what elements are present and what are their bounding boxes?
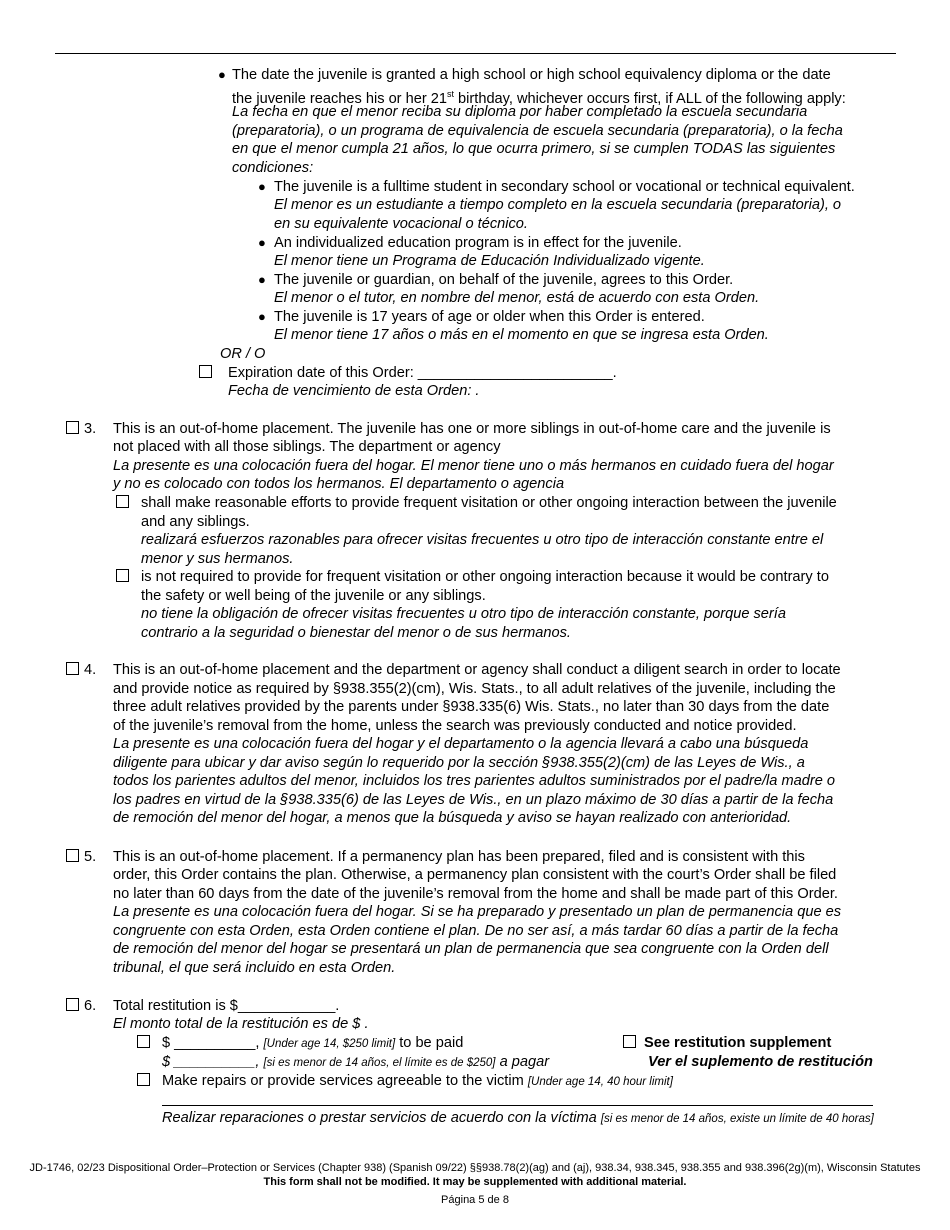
sub-bullet-en: The juvenile or guardian, on behalf of the juvenile, agrees to this Order. <box>274 272 734 288</box>
repairs-checkbox[interactable] <box>137 1073 150 1086</box>
bullet-en-line1: The date the juvenile is granted a high school or high school equivalency diploma or the date <box>232 67 831 83</box>
item4-number: 4. <box>84 662 97 678</box>
bullet-es-line2: (preparatoria), o un programa de equivalencia de escuela secundaria (preparatoria), o la fecha <box>232 123 843 139</box>
sub-bullet-es: El menor es un estudiante a tiempo completo en la escuela secundaria (preparatoria), o <box>274 197 842 213</box>
repairs-label-es: Realizar reparaciones o prestar servicios de acuerdo con la víctima <box>162 1110 597 1126</box>
restitution-supplement-label: See restitution supplement <box>644 1035 832 1051</box>
pay-amount-checkbox[interactable] <box>137 1035 150 1048</box>
top-rule <box>55 53 896 54</box>
page-number: Página 5 de 8 <box>441 1194 509 1206</box>
pay-limit-es: [si es menor de 14 años, el límite es de $250] <box>263 1057 496 1069</box>
item3-en: This is an out-of-home placement. The juvenile has one or more siblings in out-of-home care and the juvenile is <box>113 421 831 437</box>
item6-total-restitution-es: El monto total de la restitución es de $ . <box>113 1016 369 1032</box>
item4-es: La presente es una colocación fuera del hogar y el departamento o la agencia llevará a cabo una búsqueda <box>113 736 809 752</box>
item3-option-b-en: the safety or well being of the juvenile or any siblings. <box>141 588 486 604</box>
expiration-label-es: Fecha de vencimiento de esta Orden: . <box>228 383 480 399</box>
pay-amount-field[interactable]: $ __________, <box>162 1035 260 1051</box>
item4-checkbox[interactable] <box>66 662 79 675</box>
item3-option-b-es: contrario a la seguridad o bienestar del menor o de sus hermanos. <box>141 625 571 641</box>
sub-bullet-en: An individualized education program is in effect for the juvenile. <box>274 235 682 251</box>
repairs-limit-en: [Under age 14, 40 hour limit] <box>527 1076 673 1088</box>
pay-amount-line-es <box>162 1053 549 1073</box>
sub-bullet-icon: ● <box>258 235 266 250</box>
sub-bullet-icon: ● <box>258 309 266 324</box>
sub-bullet-en: The juvenile is a fulltime student in secondary school or vocational or technical equivalent. <box>274 179 855 195</box>
item6-total-restitution: Total restitution is $____________. <box>113 998 340 1014</box>
sub-bullet-es: El menor tiene 17 años o más en el momento en que se ingresa esta Orden. <box>274 327 769 343</box>
item6-number: 6. <box>84 998 97 1014</box>
item3-number: 3. <box>84 421 97 437</box>
repairs-limit-es: [si es menor de 14 años, existe un límite de 40 horas] <box>600 1113 874 1125</box>
item3-option-a-es: menor y sus hermanos. <box>141 551 294 567</box>
item6-checkbox[interactable] <box>66 998 79 1011</box>
restitution-supplement-label-es: Ver el suplemento de restitución <box>648 1054 873 1070</box>
item3-option-b-checkbox[interactable] <box>116 569 129 582</box>
item3-option-a-en: and any siblings. <box>141 514 250 530</box>
item5-en: order, this Order contains the plan. Otherwise, a permanency plan consistent with the court’s Order shall be filed <box>113 867 837 883</box>
item4-en: This is an out-of-home placement and the department or agency shall conduct a diligent search in order to locate <box>113 662 841 678</box>
item4-en: of the juvenile’s removal from the home, unless the search was previously conducted and notice provided. <box>113 718 797 734</box>
pay-amount-line <box>162 1034 463 1054</box>
item3-option-b-es: no tiene la obligación de ofrecer visitas frecuentes u otro tipo de interacción constante, porque sería <box>141 606 786 622</box>
expiration-label: Expiration date of this Order: ________________________. <box>228 365 617 381</box>
item3-checkbox[interactable] <box>66 421 79 434</box>
pay-limit-en: [Under age 14, $250 limit] <box>263 1038 396 1050</box>
repairs-label: Make repairs or provide services agreeable to the victim <box>162 1073 524 1089</box>
pay-amount-field-es: $ __________, <box>162 1054 260 1070</box>
repairs-line <box>162 1072 673 1092</box>
item4-en: three adult relatives provided by the parents under §938.335(6) Wis. Stats., no later than 30 days from the date <box>113 699 830 715</box>
item5-en: This is an out-of-home placement. If a permanency plan has been prepared, filed and is consistent with this <box>113 849 805 865</box>
restitution-supplement-checkbox[interactable] <box>623 1035 636 1048</box>
expiration-checkbox[interactable] <box>199 365 212 378</box>
repairs-line-es <box>162 1109 874 1129</box>
bullet-en-line2: the juvenile reaches his or her 21st birthday, whichever occurs first, if ALL of the following apply: <box>232 89 846 107</box>
item4-es: diligente para ubicar y dar aviso según lo requerido por la sección §938.355(2)(cm) de las Leyes de Wis., a <box>113 755 805 771</box>
or-separator: OR / O <box>220 346 266 362</box>
item3-en: not placed with all those siblings. The department or agency <box>113 439 501 455</box>
sub-bullet-es: El menor tiene un Programa de Educación Individualizado vigente. <box>274 253 705 269</box>
bullet-es-line3: en que el menor cumpla 21 años, lo que ocurra primero, si se cumplen TODAS las siguientes <box>232 141 836 157</box>
bullet-es-line4: condiciones: <box>232 160 314 176</box>
item5-number: 5. <box>84 849 97 865</box>
item5-en: no later than 60 days from the date of the juvenile’s removal from the home and shall be made part of this Order. <box>113 886 838 902</box>
bullet-icon: ● <box>218 67 226 82</box>
sub-bullet-es: en su equivalente vocacional o técnico. <box>274 216 528 232</box>
item5-es: congruente con esta Orden, esta Orden contiene el plan. De no ser así, a más tardar 60 días a partir de la fecha <box>113 923 839 939</box>
footer-form-citation: JD-1746, 02/23 Dispositional Order–Protection or Services (Chapter 938) (Spanish 09/22) §§938.78(2)(ag) and (aj), 938.34, 938.345, 938.355 and 938.396(2g)(m), Wisconsin Statutes <box>29 1162 921 1174</box>
item3-option-a-en: shall make reasonable efforts to provide frequent visitation or other ongoing interaction between the juvenile <box>141 495 837 511</box>
sub-bullet-icon: ● <box>258 179 266 194</box>
item5-es: tribunal, el que será incluido en esta Orden. <box>113 960 396 976</box>
pay-tail-es: a pagar <box>499 1054 550 1070</box>
item5-checkbox[interactable] <box>66 849 79 862</box>
item3-es: y no es colocado con todos los hermanos. El departamento o agencia <box>113 476 565 492</box>
item4-en: and provide notice as required by §938.355(2)(cm), Wis. Stats., to all adult relatives of the juvenile, including the <box>113 681 836 697</box>
sub-bullet-icon: ● <box>258 272 266 287</box>
sub-bullet-es: El menor o el tutor, en nombre del menor, está de acuerdo con esta Orden. <box>274 290 760 306</box>
item3-option-a-es: realizará esfuerzos razonables para ofrecer visitas frecuentes u otro tipo de interacción constante entre el <box>141 532 824 548</box>
item5-es: de remoción del menor del hogar se presentará un plan de permanencia que sea congruente con la Orden dell <box>113 941 829 957</box>
item4-es: los padres en virtud de la §938.335(6) de las Leyes de Wis., en un plazo máximo de 30 días a partir de la fecha <box>113 792 834 808</box>
item5-es: La presente es una colocación fuera del hogar. Si se ha preparado y presentado un plan de permanencia que es <box>113 904 842 920</box>
item3-es: La presente es una colocación fuera del hogar. El menor tiene uno o más hermanos en cuidado fuera del hogar <box>113 458 834 474</box>
bullet-es-line1: La fecha en que el menor reciba su diploma por haber completado la escuela secundaria <box>232 104 808 120</box>
pay-tail-en: to be paid <box>399 1035 464 1051</box>
item3-option-b-en: is not required to provide for frequent visitation or other ongoing interaction because it would be contrary to <box>141 569 829 585</box>
sub-bullet-en: The juvenile is 17 years of age or older when this Order is entered. <box>274 309 705 325</box>
footer-notice: This form shall not be modified. It may be supplemented with additional material. <box>263 1176 687 1188</box>
item3-option-a-checkbox[interactable] <box>116 495 129 508</box>
item4-es: todos los parientes adultos del menor, incluidos los tres parientes adultos suministrados por el padre/la madre o <box>113 773 835 789</box>
item4-es: de remoción del menor del hogar, a menos que la búsqueda y aviso se hayan realizado con anterioridad. <box>113 810 792 826</box>
repairs-entry-line <box>162 1105 873 1106</box>
